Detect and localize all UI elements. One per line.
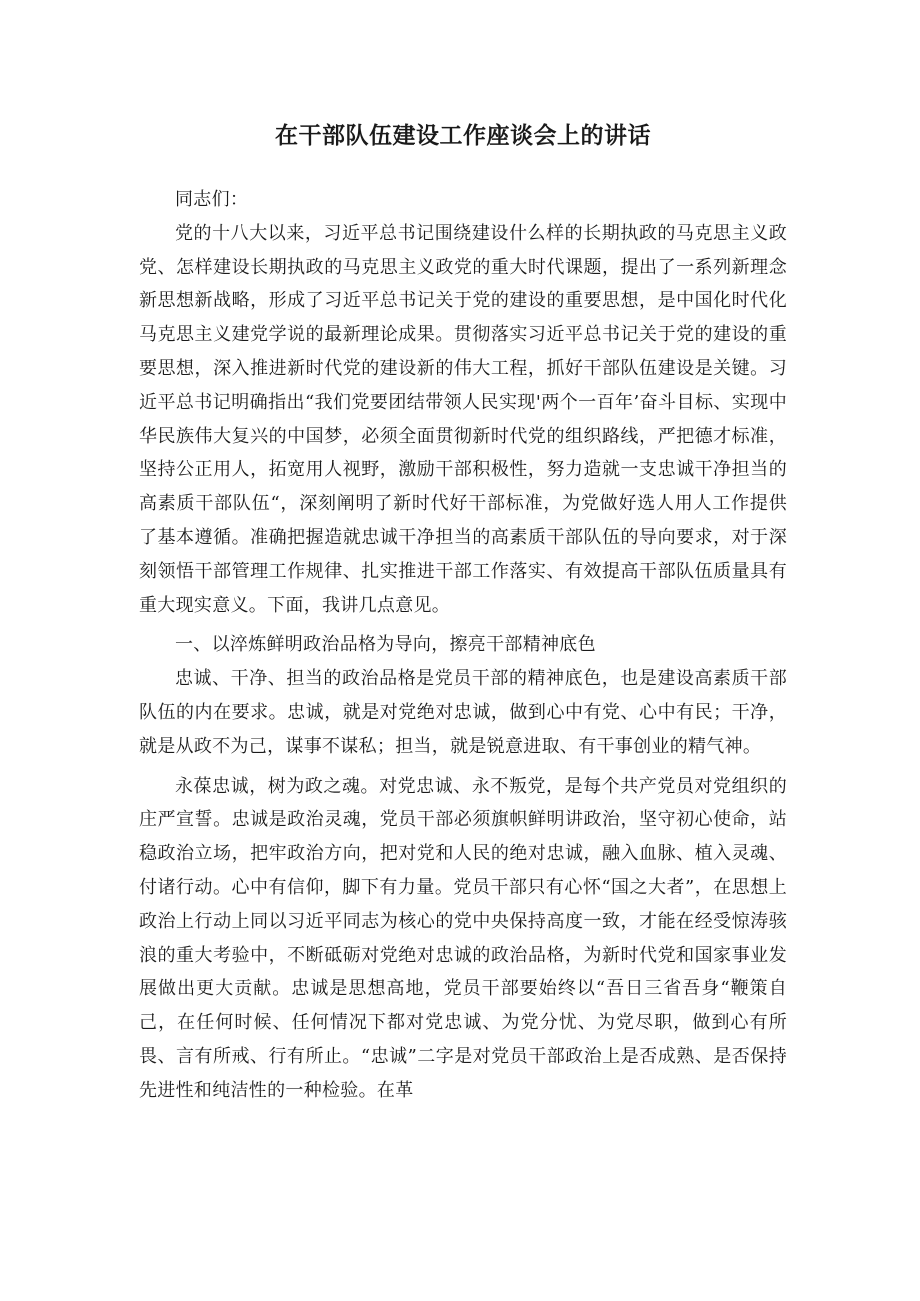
document-page xyxy=(139,0,787,1301)
document-title: 在干部队伍建设工作座谈会上的讲话 xyxy=(275,123,651,149)
paragraph-loyalty: 永葆忠诚，树为政之魂。对党忠诚、永不叛党，是每个共产党员对党组织的庄严宣誓。忠诚是政治灵魂，党员干部必须旗帜鲜明讲政治，坚守初心使命，站稳政治立场，把牢政治方向，把对党和人民的绝对忠诚，融入血脉、植入灵魂、付诸行动。心中有信仰，脚下有力量。党员干部只有心怀“国之大者”，在思想上政治上行动上同以习近平同志为核心的党中央保持高度一致，才能在经受惊涛骇浪的重大考验中，不断砥砺对党绝对忠诚的政治品格，为新时代党和国家事业发展做出更大贡献。忠诚是思想高地，党员干部要始终以“吾日三省吾身“鞭策自己，在任何时候、任何情况下都对党忠诚、为党分忧、为党尽职，做到心有所畏、言有所戒、行有所止。“忠诚”二字是对党员干部政治上是否成熟、是否保持先进性和纯洁性的一种检验。在革 xyxy=(139,775,787,1101)
section-heading: 一、以淬炼鲜明政治品格为导向，擦亮干部精神底色 xyxy=(175,634,596,656)
paragraph-intro: 党的十八大以来，习近平总书记围绕建设什么样的长期执政的马克思主义政党、怎样建设长期执政的马克思主义政党的重大时代课题，提出了一系列新理念新思想新战略，形成了习近平总书记关于党的建设的重要思想，是中国化时代化马克思主义建党学说的最新理论成果。贯彻落实习近平总书记关于党的建设的重要思想，深入推进新时代党的建设新的伟大工程，抓好干部队伍建设是关键。习近平总书记明确指出“我们党要团结带领人民实现'两个一百年’奋斗目标、实现中华民族伟大复兴的中国梦，必须全面贯彻新时代党的组织路线，严把德才标准，坚持公正用人，拓宽用人视野，激励干部积极性，努力造就一支忠诚干净担当的高素质干部队伍“，深刻阐明了新时代好干部标准，为党做好选人用人工作提供了基本遵循。准确把握造就忠诚干净担当的高素质干部队伍的导向要求，对于深刻领悟干部管理工作规律、扎实推进干部工作落实、有效提高干部队伍质量具有重大现实意义。下面，我讲几点意见。 xyxy=(139,222,787,616)
paragraph-political-character: 忠诚、干净、担当的政治品格是党员干部的精神底色，也是建设高素质干部队伍的内在要求。忠诚，就是对党绝对忠诚，做到心中有党、心中有民；干净，就是从政不为己，谋事不谋私；担当，就是锐意进取、有干事创业的精气神。 xyxy=(139,668,787,757)
salutation: 同志们： xyxy=(175,189,249,210)
document-body xyxy=(139,183,787,1108)
